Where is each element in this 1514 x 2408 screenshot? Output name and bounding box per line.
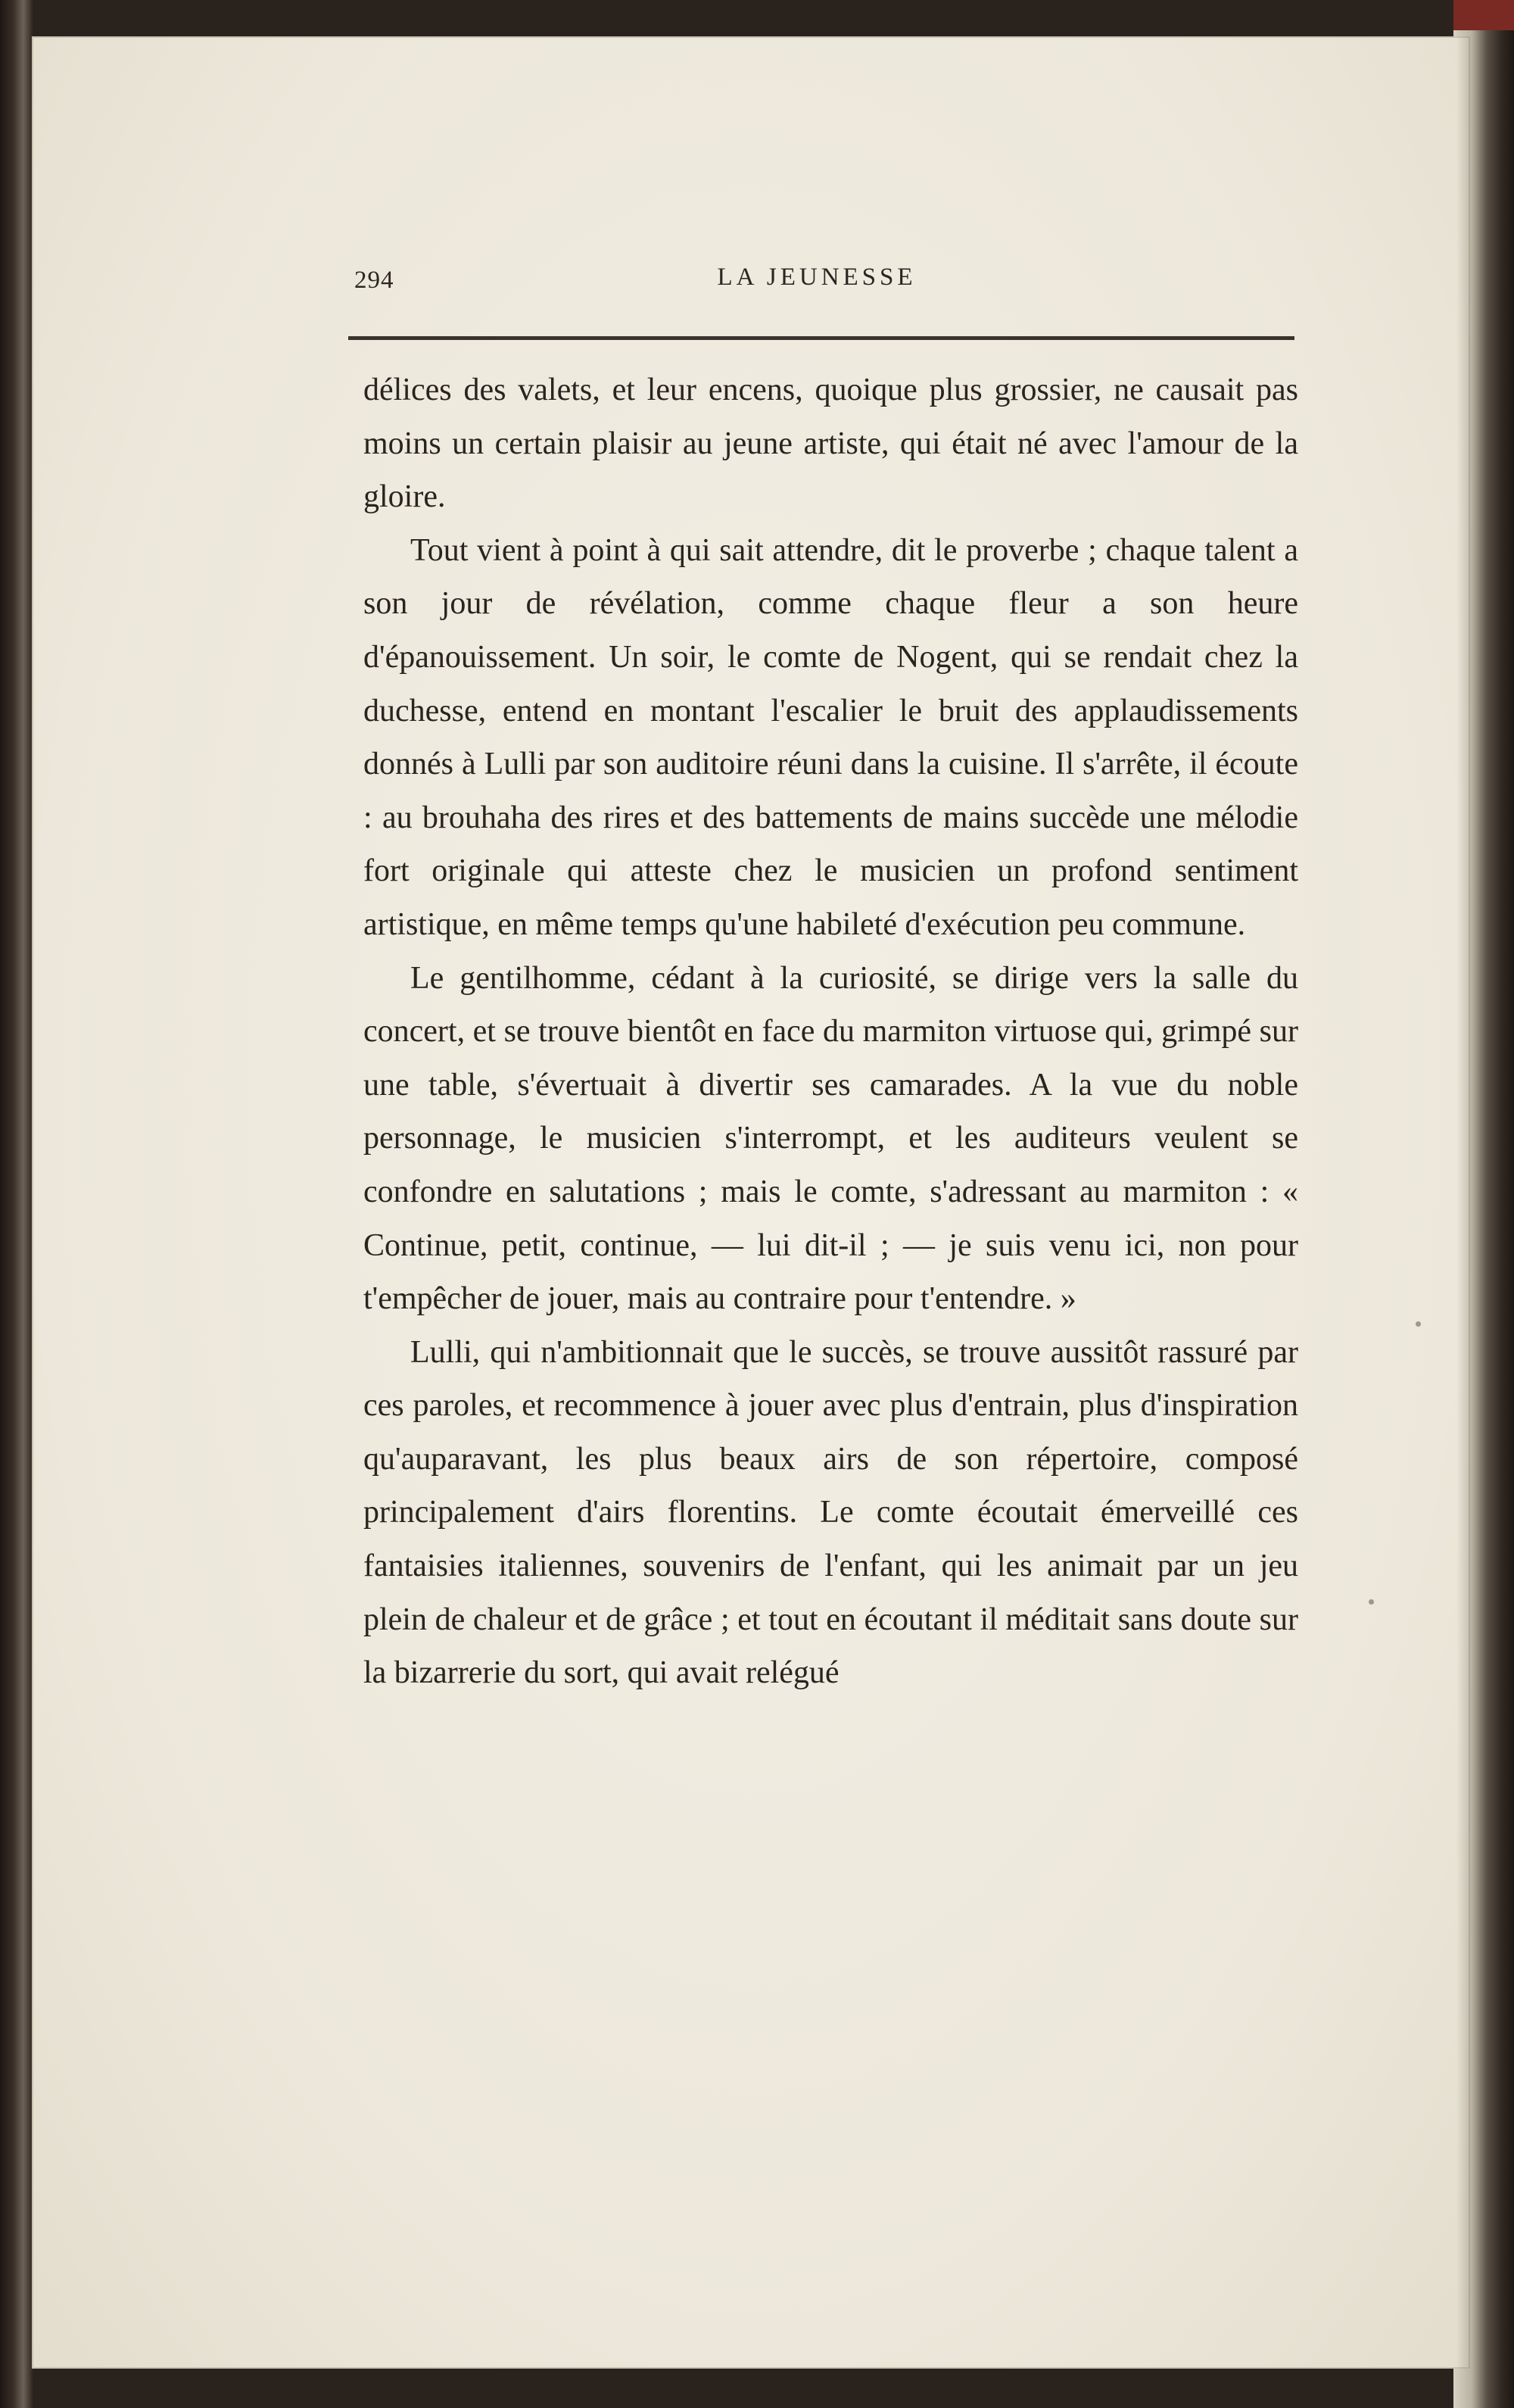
page-gutter-shadow xyxy=(1456,36,1470,2369)
page-number: 294 xyxy=(354,267,394,294)
paragraph-2: Tout vient à point à qui sait attendre, dit le proverbe ; chaque talent a son jour de révélation, comme chaque fleur a son heure d'épanouissement. Un soir, le comte de Nogent, qui se rendait chez la duchesse, entend en montant l'escalier le bruit des applaudissements donnés à Lulli par son auditoire réuni dans la cuisine. Il s'arrête, il écoute : au brouhaha des rires et des battements de mains succède une mélodie fort originale qui atteste chez le musicien un profond sentiment artistique, en même temps qu'une habileté d'exécution peu commune. xyxy=(363,532,1298,942)
body-text xyxy=(363,363,1298,1700)
paper-speck xyxy=(1369,1599,1374,1605)
paragraph-3: Le gentilhomme, cédant à la curiosité, se dirige vers la salle du concert, et se trouve bientôt en face du marmiton virtuose qui, grimpé sur une table, s'évertuait à divertir ses camarades. A la vue du noble personnage, le musicien s'interrompt, et les auditeurs veulent se confondre en salutations ; mais le comte, s'adressant au marmiton : « Continue, petit, continue, — lui dit-il ; — je suis venu ici, non pour t'empêcher de jouer, mais au contraire pour t'entendre. » xyxy=(363,960,1298,1317)
paper-speck xyxy=(1416,1321,1421,1327)
running-head xyxy=(341,257,1293,303)
cover-corner xyxy=(1453,0,1514,30)
header-rule xyxy=(348,336,1294,340)
paragraph-4: Lulli, qui n'ambitionnait que le succès, se trouve aussitôt rassuré par ces paroles, et recommence à jouer avec plus d'entrain, plus d'inspiration qu'auparavant, les plus beaux airs de son répertoire, composé principalement d'airs florentins. Le comte écoutait émerveillé ces fantaisies italiennes, souvenirs de l'enfant, qui les animait par un jeu plein de chaleur et de grâce ; et tout en écoutant il méditait sans doute sur la bizarrerie du sort, qui avait relégué xyxy=(363,1334,1298,1691)
book-binding-left xyxy=(0,0,33,2408)
running-title: LA JEUNESSE xyxy=(717,264,917,291)
paragraph-1: délices des valets, et leur encens, quoique plus grossier, ne causait pas moins un certain plaisir au jeune artiste, qui était né avec l'amour de la gloire. xyxy=(363,373,1298,515)
